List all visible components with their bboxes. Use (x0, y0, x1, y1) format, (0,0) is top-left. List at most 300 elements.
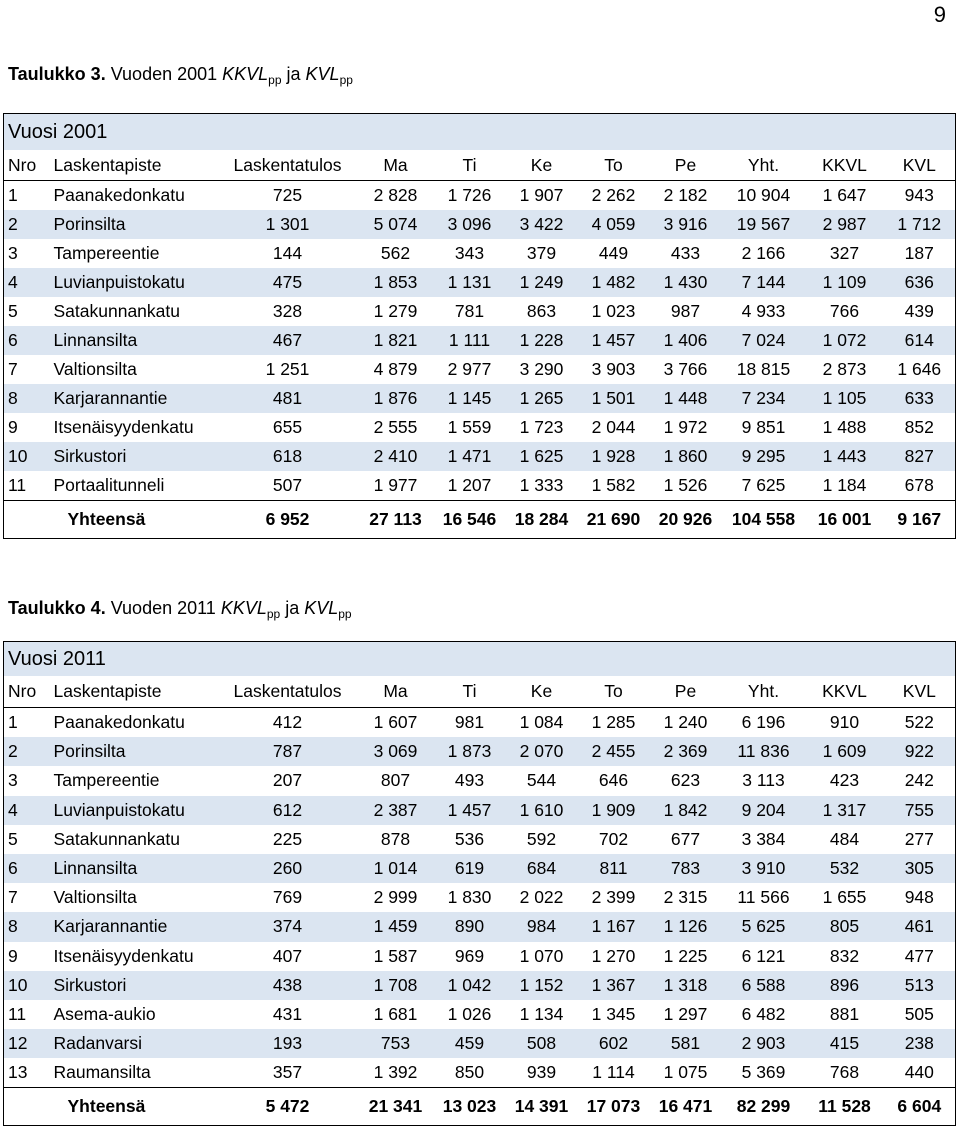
location-name: Linnansilta (50, 326, 218, 355)
count-value: 6 121 (741, 945, 786, 966)
caption-ja: ja (280, 598, 305, 618)
count-value: 636 (884, 268, 956, 297)
traffic-table-2001 (3, 113, 956, 539)
total-value: 18 284 (506, 501, 578, 539)
count-value: 7 234 (722, 384, 806, 413)
count-value: 592 (526, 828, 557, 849)
location-name: Itsenäisyydenkatu (53, 417, 194, 437)
count-value: 3 766 (663, 359, 708, 379)
count-value: 1 860 (650, 442, 722, 471)
table-title-row (4, 114, 956, 151)
total-value: 16 001 (806, 501, 884, 539)
total-value: 104 558 (722, 501, 806, 539)
row-number: 10 (4, 442, 50, 471)
count-value: 7 024 (722, 326, 806, 355)
table-row (4, 1000, 956, 1029)
count-value: 357 (272, 1062, 303, 1083)
count-value: 910 (806, 708, 884, 738)
count-value: 193 (218, 1029, 358, 1058)
total-value: 9 167 (884, 501, 956, 539)
total-value: 21 690 (578, 501, 650, 539)
location-name: Raumansilta (53, 1062, 151, 1083)
column-header: Laskentatulos (233, 681, 342, 701)
count-value: 890 (434, 912, 506, 941)
table-row (4, 442, 956, 471)
count-value: 505 (904, 1003, 934, 1024)
table-caption (8, 598, 352, 621)
count-value: 1 152 (506, 971, 578, 1000)
count-value: 1 109 (806, 268, 884, 297)
count-value: 1 587 (373, 945, 418, 966)
row-number: 9 (8, 417, 18, 437)
row-number: 4 (4, 796, 50, 825)
count-value: 612 (218, 796, 358, 825)
count-value: 207 (272, 770, 303, 791)
table-row (4, 737, 956, 766)
row-number: 4 (4, 268, 50, 297)
location-name: Valtionsilta (53, 887, 137, 908)
count-value: 1 459 (358, 912, 434, 941)
count-value: 987 (670, 301, 701, 321)
count-value: 3 113 (742, 770, 785, 791)
count-value: 623 (670, 770, 701, 791)
count-value: 277 (904, 828, 934, 849)
table-header-row (4, 676, 956, 708)
count-value: 1 167 (578, 912, 650, 941)
count-value: 449 (598, 243, 629, 263)
count-value: 4 879 (373, 359, 418, 379)
count-value: 1 830 (447, 887, 492, 908)
count-value: 832 (829, 945, 860, 966)
total-value (4, 1088, 50, 1126)
count-value: 19 567 (722, 210, 806, 239)
count-value: 433 (670, 243, 701, 263)
count-value: 805 (806, 912, 884, 941)
count-value: 581 (650, 1029, 722, 1058)
caption-sub: pp (266, 607, 281, 621)
count-value: 242 (904, 770, 934, 791)
column-header: Ma (383, 154, 408, 175)
count-value: 508 (506, 1029, 578, 1058)
page-number: 9 (933, 2, 946, 27)
count-value: 423 (829, 770, 860, 791)
column-header: Nro (8, 154, 37, 175)
count-value: 807 (380, 770, 411, 791)
count-value: 1 726 (434, 181, 506, 211)
count-value: 1 114 (592, 1062, 635, 1083)
table-row (4, 297, 956, 326)
count-value: 225 (272, 828, 303, 849)
count-value: 475 (218, 268, 358, 297)
total-value: 14 391 (506, 1088, 578, 1126)
table-row (4, 1029, 956, 1058)
column-header: Ti (462, 154, 477, 175)
table-row (4, 268, 956, 297)
count-value: 3 069 (358, 737, 434, 766)
count-value: 1 712 (884, 210, 956, 239)
count-value: 431 (272, 1003, 303, 1024)
column-header: Pe (674, 154, 697, 175)
count-value: 943 (884, 181, 956, 211)
count-value: 811 (578, 854, 650, 883)
column-header: KVL (902, 681, 936, 701)
row-number: 9 (8, 945, 18, 966)
count-value: 2 182 (650, 181, 722, 211)
count-value: 343 (454, 243, 485, 263)
count-value: 827 (884, 442, 956, 471)
count-value: 1 430 (650, 268, 722, 297)
count-value: 1 471 (434, 442, 506, 471)
count-value: 467 (218, 326, 358, 355)
count-value: 3 422 (506, 210, 578, 239)
count-value: 1 482 (578, 268, 650, 297)
column-header: Laskentatulos (233, 154, 342, 175)
count-value: 438 (218, 971, 358, 1000)
caption-sub: pp (339, 73, 353, 87)
count-value: 1 131 (434, 268, 506, 297)
table-row (4, 355, 956, 384)
count-value: 305 (884, 854, 956, 883)
count-value: 787 (218, 737, 358, 766)
count-value: 1 228 (506, 326, 578, 355)
row-number: 11 (8, 1003, 27, 1024)
row-number: 11 (8, 475, 27, 495)
count-value: 3 916 (650, 210, 722, 239)
count-value: 1 443 (806, 442, 884, 471)
count-value: 1 265 (506, 384, 578, 413)
count-value: 2 555 (373, 417, 418, 437)
total-value: 82 299 (722, 1088, 806, 1126)
count-value: 1 070 (519, 945, 564, 966)
count-value: 1 853 (358, 268, 434, 297)
total-value: 16 546 (434, 501, 506, 539)
column-header: KKVL (822, 681, 867, 701)
count-value: 753 (358, 1029, 434, 1058)
row-number: 1 (4, 181, 50, 211)
count-value: 1 072 (806, 326, 884, 355)
total-value: 6 604 (884, 1088, 956, 1126)
count-value: 863 (526, 301, 557, 321)
count-value: 1 184 (822, 475, 867, 495)
location-name: Sirkustori (50, 971, 218, 1000)
caption-kvl: KVL (305, 64, 340, 84)
table-row (4, 471, 956, 501)
count-value: 618 (218, 442, 358, 471)
count-value: 1 501 (578, 384, 650, 413)
count-value: 896 (806, 971, 884, 1000)
row-number: 1 (4, 708, 50, 738)
count-value: 2 262 (578, 181, 650, 211)
count-value: 984 (506, 912, 578, 941)
count-value: 769 (272, 887, 303, 908)
count-value: 2 903 (722, 1029, 806, 1058)
count-value: 5 369 (741, 1062, 786, 1083)
count-value: 1 392 (373, 1062, 418, 1083)
location-name: Porinsilta (50, 210, 218, 239)
count-value: 1 297 (663, 1003, 708, 1024)
count-value: 1 457 (434, 796, 506, 825)
count-value: 1 042 (434, 971, 506, 1000)
count-value: 1 873 (434, 737, 506, 766)
count-value: 2 022 (519, 887, 564, 908)
table-row (4, 971, 956, 1000)
row-number: 12 (4, 1029, 50, 1058)
traffic-table-2011 (3, 641, 956, 1126)
table-total-row (4, 501, 956, 539)
column-header: To (604, 681, 623, 701)
row-number: 7 (8, 887, 18, 908)
count-value: 2 369 (650, 737, 722, 766)
total-label: Yhteensä (50, 501, 218, 539)
count-value: 1 582 (591, 475, 636, 495)
count-value: 4 059 (578, 210, 650, 239)
caption-kkvl: KKVL (220, 598, 267, 618)
count-value: 1 075 (663, 1062, 708, 1083)
count-value: 1 345 (591, 1003, 636, 1024)
count-value: 878 (380, 828, 411, 849)
count-value: 2 873 (822, 359, 867, 379)
count-value: 1 977 (373, 475, 418, 495)
table-total-row (4, 1088, 956, 1126)
count-value: 1 821 (358, 326, 434, 355)
table-row (4, 825, 956, 854)
count-value: 374 (218, 912, 358, 941)
column-header: Yht. (747, 681, 780, 701)
count-value: 755 (884, 796, 956, 825)
count-value: 602 (578, 1029, 650, 1058)
count-value: 852 (904, 417, 934, 437)
table-row (4, 326, 956, 355)
count-value: 2 987 (806, 210, 884, 239)
count-value: 493 (454, 770, 485, 791)
location-name: Karjarannantie (50, 384, 218, 413)
caption-kvl: KVL (304, 598, 339, 618)
count-value: 1 625 (506, 442, 578, 471)
table-row (4, 883, 956, 912)
table-title: Vuosi 2001 (4, 114, 956, 151)
count-value: 513 (884, 971, 956, 1000)
count-value: 481 (218, 384, 358, 413)
count-value: 2 166 (741, 243, 786, 263)
table-row (4, 210, 956, 239)
column-header: Ti (462, 681, 477, 701)
count-value: 2 410 (358, 442, 434, 471)
column-header: Ma (383, 681, 408, 701)
location-name: Karjarannantie (50, 912, 218, 941)
row-number: 6 (4, 854, 50, 883)
count-value: 1 526 (663, 475, 708, 495)
count-value: 633 (884, 384, 956, 413)
count-value: 1 207 (447, 475, 492, 495)
count-value: 881 (829, 1003, 860, 1024)
count-value: 1 301 (218, 210, 358, 239)
total-value: 16 471 (650, 1088, 722, 1126)
count-value: 18 815 (736, 359, 791, 379)
count-value: 768 (829, 1062, 860, 1083)
count-value: 3 384 (741, 828, 786, 849)
count-value: 7 625 (741, 475, 786, 495)
count-value: 1 367 (578, 971, 650, 1000)
location-name: Luvianpuistokatu (50, 268, 218, 297)
count-value: 407 (272, 945, 303, 966)
row-number: 5 (8, 301, 18, 321)
count-value: 2 828 (358, 181, 434, 211)
count-value: 1 126 (650, 912, 722, 941)
total-value (4, 501, 50, 539)
column-header: Ke (530, 154, 553, 175)
count-value: 646 (598, 770, 629, 791)
count-value: 766 (829, 301, 860, 321)
count-value: 440 (904, 1062, 934, 1083)
location-name: Portaalitunneli (53, 475, 165, 495)
count-value: 439 (904, 301, 934, 321)
column-header: KKVL (822, 154, 867, 175)
count-value: 3 290 (519, 359, 564, 379)
column-header: To (604, 154, 623, 175)
caption-label: Taulukko 4. (8, 598, 106, 618)
count-value: 3 096 (434, 210, 506, 239)
count-value: 459 (434, 1029, 506, 1058)
count-value: 532 (806, 854, 884, 883)
count-value: 2 399 (591, 887, 636, 908)
count-value: 939 (526, 1062, 557, 1083)
count-value: 1 646 (897, 359, 942, 379)
count-value: 2 999 (373, 887, 418, 908)
count-value: 461 (884, 912, 956, 941)
table-row (4, 942, 956, 971)
count-value: 3 910 (722, 854, 806, 883)
count-value: 1 928 (578, 442, 650, 471)
caption-sub: pp (338, 607, 352, 621)
count-value: 415 (806, 1029, 884, 1058)
count-value: 781 (454, 301, 485, 321)
total-value: 5 472 (218, 1088, 358, 1126)
count-value: 2 070 (506, 737, 578, 766)
column-header: Laskentapiste (53, 681, 162, 701)
location-name: Porinsilta (50, 737, 218, 766)
table-row (4, 912, 956, 941)
table-title: Vuosi 2011 (4, 642, 956, 677)
count-value: 1 607 (358, 708, 434, 738)
count-value: 1 270 (591, 945, 636, 966)
location-name: Tampereentie (53, 243, 160, 263)
count-value: 1 134 (519, 1003, 564, 1024)
count-value: 2 977 (447, 359, 492, 379)
count-value: 948 (904, 887, 934, 908)
count-value: 544 (526, 770, 557, 791)
count-value: 1 145 (434, 384, 506, 413)
table-caption (8, 64, 353, 87)
table-row (4, 384, 956, 413)
column-header: Yht. (747, 154, 780, 175)
count-value: 1 708 (358, 971, 434, 1000)
count-value: 1 285 (578, 708, 650, 738)
count-value: 3 903 (591, 359, 636, 379)
count-value: 1 249 (506, 268, 578, 297)
total-value: 20 926 (650, 501, 722, 539)
count-value: 783 (650, 854, 722, 883)
total-value: 21 341 (358, 1088, 434, 1126)
table-row (4, 239, 956, 268)
column-header: Pe (674, 681, 697, 701)
count-value: 2 044 (591, 417, 636, 437)
count-value: 1 318 (650, 971, 722, 1000)
count-value: 9 851 (741, 417, 786, 437)
row-number: 8 (4, 912, 50, 941)
count-value: 536 (454, 828, 485, 849)
count-value: 1 655 (822, 887, 867, 908)
count-value: 969 (454, 945, 485, 966)
count-value: 1 909 (578, 796, 650, 825)
caption-kkvl: KKVL (222, 64, 269, 84)
count-value: 7 144 (722, 268, 806, 297)
caption-text: Vuoden 2001 (105, 64, 223, 84)
count-value: 1 842 (650, 796, 722, 825)
row-number: 2 (4, 210, 50, 239)
row-number: 6 (4, 326, 50, 355)
row-number: 3 (8, 243, 18, 263)
count-value: 981 (434, 708, 506, 738)
count-value: 484 (829, 828, 860, 849)
count-value: 10 904 (722, 181, 806, 211)
count-value: 6 588 (722, 971, 806, 1000)
count-value: 1 105 (806, 384, 884, 413)
location-name: Itsenäisyydenkatu (53, 945, 194, 966)
column-header: Laskentapiste (53, 154, 162, 175)
count-value: 1 014 (358, 854, 434, 883)
count-value: 412 (218, 708, 358, 738)
count-value: 850 (454, 1062, 485, 1083)
count-value: 1 681 (373, 1003, 418, 1024)
column-header: Ke (530, 681, 553, 701)
count-value: 1 457 (578, 326, 650, 355)
total-value: 11 528 (806, 1088, 884, 1126)
count-value: 1 240 (650, 708, 722, 738)
count-value: 1 972 (663, 417, 708, 437)
count-value: 1 907 (506, 181, 578, 211)
table-row (4, 854, 956, 883)
count-value: 2 455 (578, 737, 650, 766)
count-value: 2 315 (663, 887, 708, 908)
total-value: 27 113 (358, 501, 434, 539)
count-value: 1 023 (591, 301, 636, 321)
total-value: 13 023 (434, 1088, 506, 1126)
row-number: 5 (8, 828, 18, 849)
count-value: 6 482 (741, 1003, 786, 1024)
count-value: 1 251 (265, 359, 310, 379)
count-value: 1 333 (519, 475, 564, 495)
count-value: 477 (904, 945, 934, 966)
total-value: 17 073 (578, 1088, 650, 1126)
count-value: 1 559 (447, 417, 492, 437)
count-value: 11 566 (737, 887, 790, 908)
table-row (4, 413, 956, 442)
location-name: Linnansilta (50, 854, 218, 883)
table-row (4, 708, 956, 738)
column-header: Nro (8, 681, 37, 701)
count-value: 1 609 (806, 737, 884, 766)
caption-sub: pp (268, 73, 282, 87)
row-number: 3 (8, 770, 18, 791)
location-name: Valtionsilta (53, 359, 137, 379)
count-value: 9 295 (722, 442, 806, 471)
count-value: 1 723 (519, 417, 564, 437)
table-row (4, 181, 956, 211)
total-value: 6 952 (218, 501, 358, 539)
location-name: Radanvarsi (50, 1029, 218, 1058)
table-row (4, 796, 956, 825)
caption-text: Vuoden 2011 (105, 598, 221, 618)
